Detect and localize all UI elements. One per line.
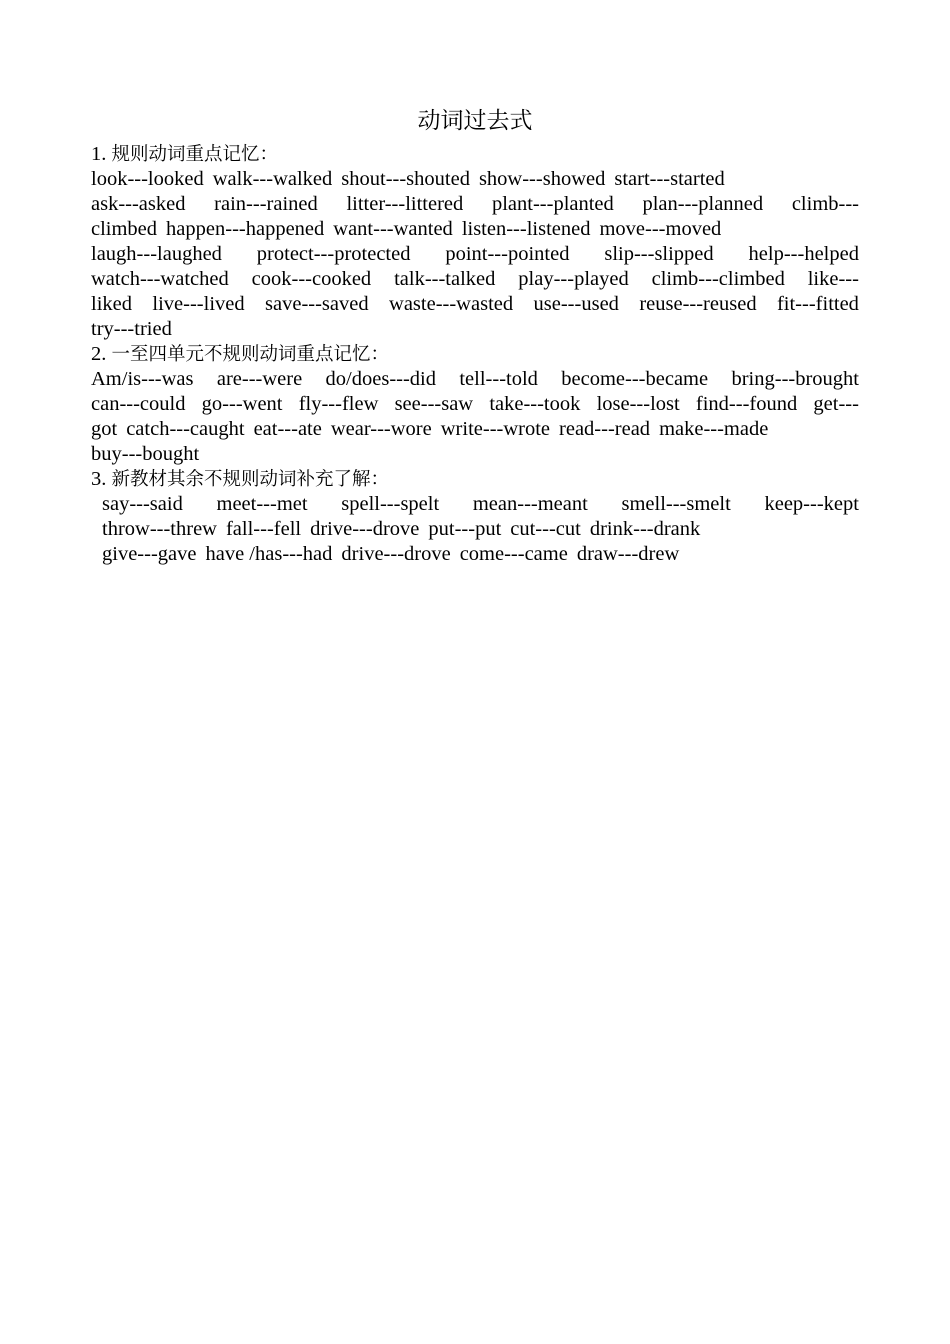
section-1 — [91, 142, 859, 342]
verb-pair: waste---wasted — [389, 293, 514, 315]
verb-pair: rain---rained — [214, 193, 318, 215]
verb-pair: find---found — [695, 393, 798, 415]
verb-pair: do/does---did — [325, 368, 436, 390]
verb-pair: look---looked — [91, 168, 204, 190]
verb-pair: wear---wore — [330, 418, 432, 440]
section-heading — [91, 142, 859, 167]
verb-pair: catch---caught — [126, 418, 245, 440]
verb-pair: help---helped — [748, 243, 859, 265]
verb-pair: put---put — [428, 518, 502, 540]
verb-line — [91, 317, 859, 342]
verb-line — [91, 517, 859, 542]
verb-pair: like--- — [807, 268, 859, 290]
verb-pair: climb---climbed — [651, 268, 785, 290]
verb-pair: can---could — [91, 393, 186, 415]
verb-pair: litter---littered — [346, 193, 464, 215]
verb-pair: save---saved — [265, 293, 369, 315]
verb-pair: laugh---laughed — [91, 243, 222, 265]
verb-pair: watch---watched — [91, 268, 229, 290]
verb-pair: talk---talked — [394, 268, 496, 290]
verb-pair: mean---meant — [472, 493, 588, 515]
verb-pair: throw---threw — [102, 518, 217, 540]
verb-pair: play---played — [518, 268, 629, 290]
verb-pair: get--- — [813, 393, 859, 415]
section-heading-text: 一至四单元不规则动词重点记忆： — [111, 344, 390, 365]
verb-pair: meet---met — [216, 493, 308, 515]
verb-pair: buy---bought — [91, 443, 200, 465]
verb-pair: drink---drank — [589, 518, 701, 540]
verb-pair: show---showed — [478, 168, 606, 190]
verb-line — [91, 192, 859, 217]
verb-pair: give---gave — [102, 543, 197, 565]
verb-pair: have /has---had — [205, 543, 333, 565]
verb-pair: shout---shouted — [341, 168, 470, 190]
verb-line — [91, 292, 859, 317]
section-number: 3. — [91, 468, 107, 490]
verb-pair: ask---asked — [91, 193, 186, 215]
verb-pair: fly---flew — [298, 393, 379, 415]
verb-pair: plan---planned — [642, 193, 764, 215]
section-heading — [91, 467, 859, 492]
verb-pair: spell---spelt — [341, 493, 440, 515]
section-number: 1. — [91, 143, 107, 165]
verb-pair: see---saw — [394, 393, 474, 415]
verb-pair: write---wrote — [440, 418, 551, 440]
verb-line — [91, 542, 859, 567]
verb-pair: cook---cooked — [251, 268, 372, 290]
verb-line — [91, 417, 859, 442]
verb-pair: Am/is---was — [91, 368, 194, 390]
verb-pair: listen---listened — [461, 218, 591, 240]
verb-line — [91, 217, 859, 242]
verb-pair: try---tried — [91, 318, 172, 340]
verb-pair: cut---cut — [510, 518, 581, 540]
verb-line — [91, 367, 859, 392]
verb-pair: plant---planted — [491, 193, 614, 215]
verb-pair: eat---ate — [253, 418, 322, 440]
verb-pair: fit---fitted — [776, 293, 859, 315]
verb-pair: make---made — [659, 418, 769, 440]
verb-pair: come---came — [459, 543, 568, 565]
verb-pair: climbed — [91, 218, 158, 240]
verb-line — [91, 492, 859, 517]
verb-line — [91, 242, 859, 267]
verb-pair: are---were — [216, 368, 303, 390]
document-page — [91, 104, 859, 567]
section-number: 2. — [91, 343, 107, 365]
verb-pair: protect---protected — [256, 243, 411, 265]
verb-line — [91, 267, 859, 292]
verb-pair: lose---lost — [596, 393, 680, 415]
verb-pair: reuse---reused — [639, 293, 757, 315]
verb-pair: smell---smelt — [621, 493, 731, 515]
verb-pair: read---read — [559, 418, 651, 440]
verb-pair: drive---drove — [341, 543, 451, 565]
section-heading — [91, 342, 859, 367]
verb-pair: use---used — [533, 293, 619, 315]
verb-line — [91, 442, 859, 467]
verb-pair: climb--- — [791, 193, 859, 215]
verb-pair: start---started — [614, 168, 725, 190]
section-heading-text: 规则动词重点记忆： — [111, 144, 279, 165]
verb-pair: drive---drove — [310, 518, 420, 540]
document-title: 动词过去式 — [417, 108, 533, 134]
section-heading-text: 新教材其余不规则动词补充了解： — [111, 469, 390, 490]
verb-pair: slip---slipped — [604, 243, 714, 265]
verb-pair: move---moved — [599, 218, 722, 240]
verb-pair: fall---fell — [225, 518, 302, 540]
verb-pair: live---lived — [152, 293, 245, 315]
section-3 — [91, 467, 859, 567]
verb-pair: want---wanted — [333, 218, 453, 240]
verb-pair: tell---told — [459, 368, 538, 390]
verb-pair: liked — [91, 293, 132, 315]
verb-pair: say---said — [102, 493, 183, 515]
verb-pair: point---pointed — [445, 243, 570, 265]
verb-pair: bring---brought — [731, 368, 859, 390]
verb-pair: keep---kept — [764, 493, 859, 515]
verb-line — [91, 392, 859, 417]
verb-pair: got — [91, 418, 118, 440]
verb-pair: take---took — [489, 393, 581, 415]
verb-pair: happen---happened — [166, 218, 325, 240]
section-2 — [91, 342, 859, 467]
sections-container — [91, 142, 859, 567]
verb-pair: walk---walked — [212, 168, 333, 190]
verb-line — [91, 167, 859, 192]
verb-pair: draw---drew — [576, 543, 680, 565]
verb-pair: become---became — [561, 368, 709, 390]
verb-pair: go---went — [201, 393, 283, 415]
